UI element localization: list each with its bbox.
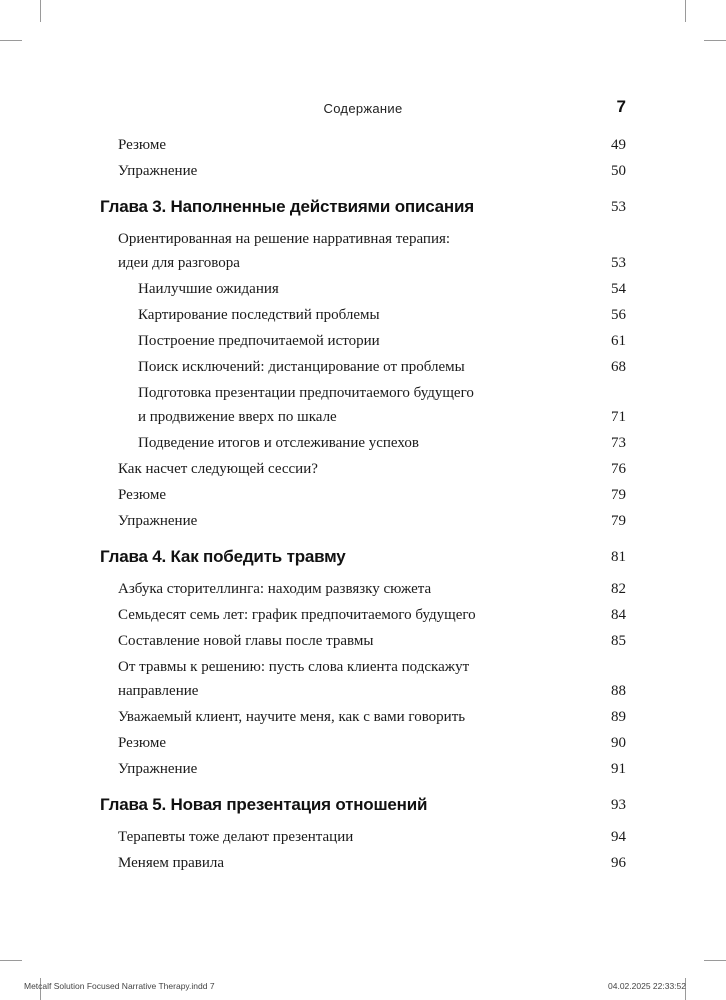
toc-page-number: 73: [611, 435, 626, 451]
toc-entry-title: Построение предпочитаемой истории: [138, 333, 380, 349]
toc-page-number: 56: [611, 307, 626, 323]
toc-entry-title: Упражнение: [118, 163, 198, 179]
chapter-title: Глава 4. Как победить травму: [100, 547, 346, 566]
toc-entry-title: Семьдесят семь лет: график предпочитаемого будущего: [118, 607, 476, 623]
toc-page-number: 49: [611, 137, 626, 153]
toc-entry-title: и продвижение вверх по шкале: [138, 409, 337, 425]
toc-page-number: 85: [611, 633, 626, 649]
toc-page-number: 76: [611, 461, 626, 477]
toc-page-number: 68: [611, 359, 626, 375]
toc-page-number: 79: [611, 487, 626, 503]
toc-page-number: 53: [611, 255, 626, 271]
toc-entry-title: Ориентированная на решение нарративная терапия:: [118, 231, 451, 247]
toc-entry-title: Подготовка презентации предпочитаемого будущего: [138, 385, 474, 401]
toc-page-number: 89: [611, 709, 626, 725]
toc-entry-title: Уважаемый клиент, научите меня, как с вами говорить: [118, 709, 466, 725]
toc-page-number: 79: [611, 513, 626, 529]
print-timestamp: 04.02.2025 22:33:52: [608, 981, 686, 991]
file-slug: Metcalf Solution Focused Narrative Therapy.indd 7: [24, 981, 215, 991]
toc-entry-title: Меняем правила: [118, 855, 225, 871]
toc-page-number: 71: [611, 409, 626, 425]
toc-entry-title: Резюме: [118, 487, 167, 503]
chapter-title: Глава 5. Новая презентация отношений: [100, 795, 428, 814]
toc-page-number: 94: [611, 829, 626, 845]
toc-page-number: 88: [611, 683, 626, 699]
toc-entry-title: Резюме: [118, 137, 167, 153]
toc-page-number: 90: [611, 735, 626, 751]
toc-entry-title: Резюме: [118, 735, 167, 751]
print-slug: [0, 981, 726, 995]
toc-entry-title: направление: [118, 683, 199, 699]
toc-entry-title: Терапевты тоже делают презентации: [118, 829, 354, 845]
toc-entry-title: От травмы к решению: пусть слова клиента подскажут: [118, 659, 470, 675]
toc-entry-title: Азбука сторителлинга: находим развязку сюжета: [118, 581, 432, 597]
toc-page-number: 84: [611, 607, 626, 623]
toc-page-number: 91: [611, 761, 626, 777]
page-number: 7: [616, 97, 626, 116]
toc-page-number: 82: [611, 581, 626, 597]
chapter-title: Глава 3. Наполненные действиями описания: [100, 197, 474, 216]
toc-entry-title: Как насчет следующей сессии?: [118, 461, 318, 477]
toc-entry-title: Поиск исключений: дистанцирование от проблемы: [138, 359, 465, 375]
toc-entry-title: Подведение итогов и отслеживание успехов: [138, 435, 419, 451]
toc-entry-title: идеи для разговора: [118, 255, 240, 271]
toc-entry-title: Упражнение: [118, 761, 198, 777]
running-title: Содержание: [323, 101, 403, 116]
toc-page-number: 61: [611, 333, 626, 349]
toc-entry-title: Наилучшие ожидания: [138, 281, 279, 297]
toc-page-number: 53: [611, 199, 626, 215]
toc-page-number: 93: [611, 797, 626, 813]
toc-page-number: 50: [611, 163, 626, 179]
toc-entry-title: Упражнение: [118, 513, 198, 529]
toc-page-number: 81: [611, 549, 626, 565]
toc-entry-title: Составление новой главы после травмы: [118, 633, 374, 649]
toc-entry-title: Картирование последствий проблемы: [138, 307, 380, 323]
toc-page-number: 96: [611, 855, 626, 871]
toc-page-number: 54: [611, 281, 626, 297]
